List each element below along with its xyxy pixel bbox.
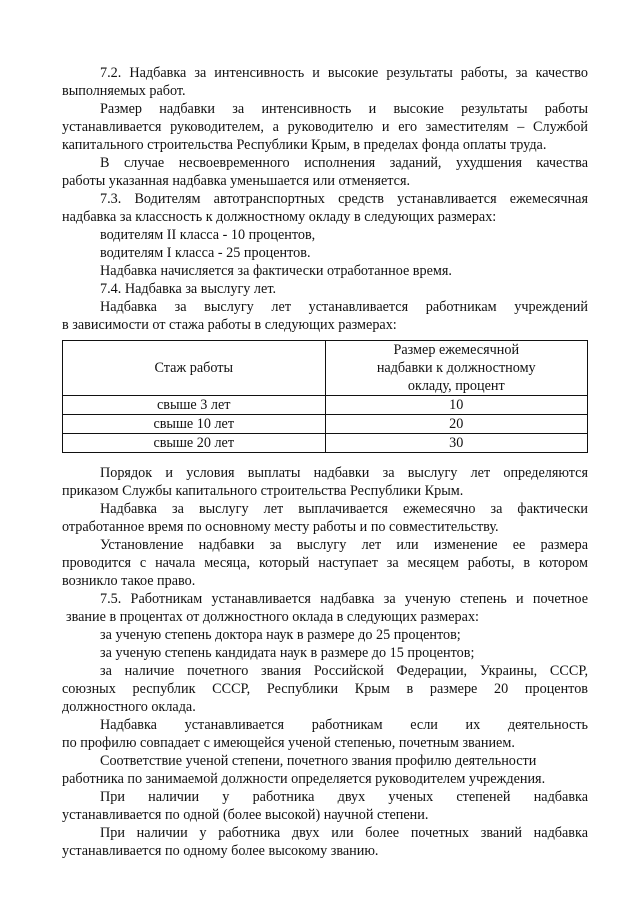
paragraph-conformity-cont: работника по занимаемой должности определяется руководителем учреждения. xyxy=(62,771,546,787)
table-cell-stazh: свыше 20 лет xyxy=(63,434,326,453)
paragraph-size-cont: устанавливается руководителем, а руководителю и его заместителям – Службой xyxy=(62,119,588,135)
table-cell-stazh: свыше 10 лет xyxy=(63,415,326,434)
paragraph-7-2: 7.2. Надбавка за интенсивность и высокие результаты работы, за качество xyxy=(100,65,588,81)
paragraph-two-titles-cont: устанавливается по одному более высокому званию. xyxy=(62,843,379,859)
header-stazh-label: Стаж работы xyxy=(154,360,234,376)
item-doctor: за ученую степень доктора наук в размере до 25 процентов; xyxy=(100,627,461,643)
header-size-line2: надбавки к должностному xyxy=(376,360,536,376)
header-stazh xyxy=(63,341,326,396)
paragraph-7-5-cont: звание в процентах от должностного оклада в следующих размерах: xyxy=(66,609,479,625)
paragraph-size-cont2: капитального строительства Республики Крым, в пределах фонда оплаты труда. xyxy=(62,137,547,153)
paragraph-accrual: Надбавка начисляется за фактически отработанное время. xyxy=(100,263,452,279)
paragraph-establish: Установление надбавки за выслугу лет или изменение ее размера xyxy=(100,537,588,553)
table-cell-pct: 30 xyxy=(325,434,588,453)
paragraph-seniority-cont: в зависимости от стажа работы в следующих размерах: xyxy=(62,317,397,333)
header-size xyxy=(325,341,588,396)
paragraph-payment: Надбавка за выслугу лет выплачивается ежемесячно за фактически xyxy=(100,501,588,517)
item-honorary-cont: союзных республик СССР, Республики Крым в размере 20 процентов xyxy=(62,681,588,697)
paragraph-7-2-cont: выполняемых работ. xyxy=(62,83,186,99)
item-honorary: за наличие почетного звания Российской Федерации, Украины, СССР, xyxy=(100,663,588,679)
paragraph-payment-cont: отработанное время по основному месту работы и по совместительству. xyxy=(62,519,499,535)
table-cell-stazh: свыше 3 лет xyxy=(63,396,326,415)
paragraph-size: Размер надбавки за интенсивность и высокие результаты работы xyxy=(100,101,588,117)
table-row xyxy=(63,415,588,434)
table-cell-pct: 20 xyxy=(325,415,588,434)
drivers-class-2: водителям II класса - 10 процентов, xyxy=(100,227,316,243)
paragraph-procedure: Порядок и условия выплаты надбавки за выслугу лет определяются xyxy=(100,465,588,481)
paragraph-7-3-cont: надбавка за классность к должностному окладу в следующих размерах: xyxy=(62,209,497,225)
paragraph-7-3: 7.3. Водителям автотранспортных средств устанавливается ежемесячная xyxy=(100,191,588,207)
table-row xyxy=(63,434,588,453)
paragraph-untimely: В случае несвоевременного исполнения заданий, ухудшения качества xyxy=(100,155,588,171)
header-size-line1: Размер ежемесячной xyxy=(393,342,520,358)
table-row xyxy=(63,396,588,415)
item-candidate: за ученую степень кандидата наук в размере до 15 процентов; xyxy=(100,645,475,661)
item-honorary-cont2: должностного оклада. xyxy=(62,699,196,715)
paragraph-profile: Надбавка устанавливается работникам если их деятельность xyxy=(100,717,588,733)
seniority-table xyxy=(62,340,588,453)
paragraph-seniority: Надбавка за выслугу лет устанавливается работникам учреждений xyxy=(100,299,588,315)
drivers-class-1: водителям I класса - 25 процентов. xyxy=(100,245,311,261)
paragraph-7-5: 7.5. Работникам устанавливается надбавка за ученую степень и почетное xyxy=(100,591,588,607)
paragraph-untimely-cont: работы указанная надбавка уменьшается или отменяется. xyxy=(62,173,411,189)
paragraph-procedure-cont: приказом Службы капитального строительства Республики Крым. xyxy=(62,483,464,499)
paragraph-two-titles: При наличии у работника двух или более почетных званий надбавка xyxy=(100,825,588,841)
paragraph-establish-cont2: возникло такое право. xyxy=(62,573,196,589)
paragraph-establish-cont: проводится с начала месяца, который наступает за месяцем работы, в котором xyxy=(62,555,588,571)
header-size-line3: окладу, процент xyxy=(407,378,505,394)
paragraph-two-degrees-cont: устанавливается по одной (более высокой) научной степени. xyxy=(62,807,429,823)
paragraph-conformity: Соответствие ученой степени, почетного звания профилю деятельности xyxy=(100,753,537,769)
table-cell-pct: 10 xyxy=(325,396,588,415)
paragraph-profile-cont: по профилю совпадает с имеющейся ученой степенью, почетным званием. xyxy=(62,735,515,751)
table-header-row xyxy=(63,341,588,396)
paragraph-7-4: 7.4. Надбавка за выслугу лет. xyxy=(100,281,276,297)
paragraph-two-degrees: При наличии у работника двух ученых степеней надбавка xyxy=(100,789,588,805)
